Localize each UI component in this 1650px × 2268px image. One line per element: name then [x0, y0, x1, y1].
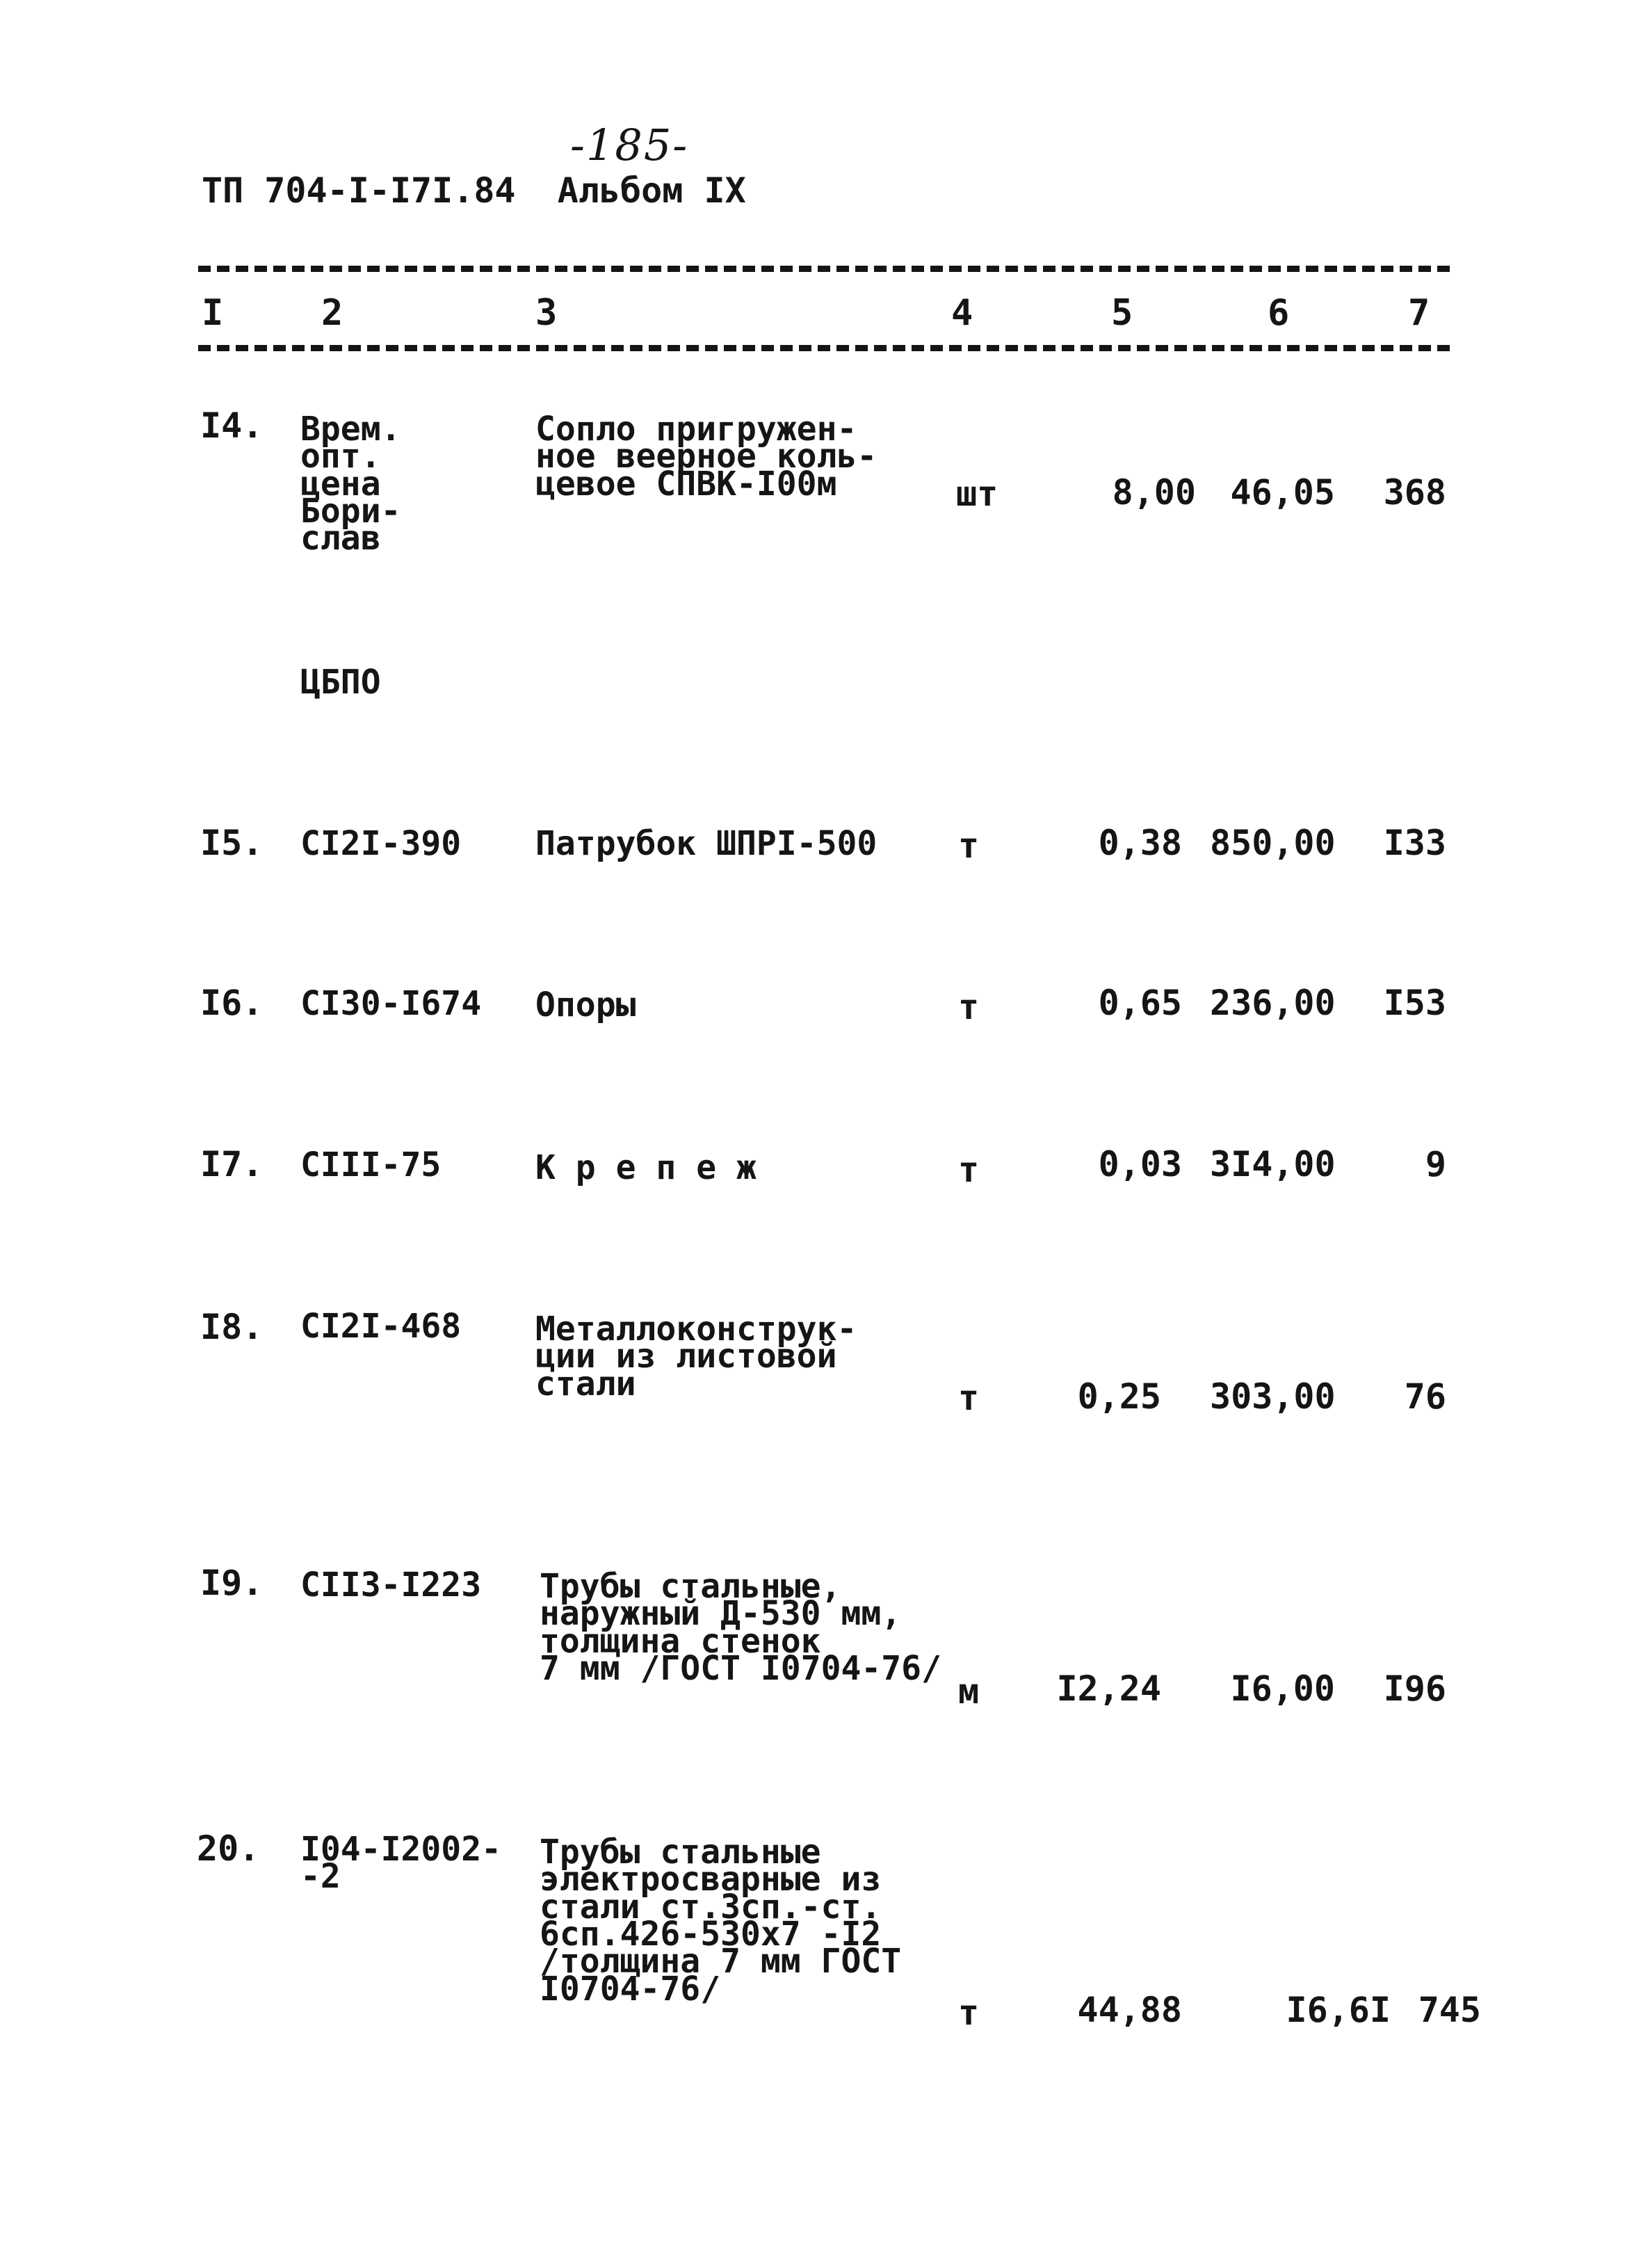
price-code: CI2I-390 [300, 824, 462, 863]
price-code: CI2I-468 [300, 1307, 462, 1346]
unit-price: 303,00 [1210, 1376, 1336, 1417]
price-code: I04-I2002- -2 [300, 1830, 501, 1897]
item-description: Металлоконструк- ции из листовой стали [535, 1310, 857, 1404]
unit: м [958, 1671, 980, 1712]
total-cost: I96 [1383, 1668, 1446, 1709]
total-cost: 745 [1418, 1990, 1481, 2030]
quantity: 44,88 [1077, 1990, 1182, 2030]
total-cost: 368 [1383, 472, 1446, 513]
table-header-bottom-rule [198, 345, 1450, 351]
quantity: I2,24 [1056, 1668, 1161, 1709]
column-number-4: 4 [951, 292, 973, 334]
quantity: 0,25 [1077, 1376, 1161, 1417]
quantity: 0,65 [1098, 983, 1182, 1023]
unit: т [958, 987, 980, 1027]
total-cost: I33 [1383, 823, 1446, 863]
total-cost: I53 [1383, 983, 1446, 1023]
item-description: Опоры [535, 986, 636, 1024]
unit: т [958, 1378, 980, 1418]
item-description: Сопло пригружен- ное веерное коль- цевое СПВК-I00м [535, 410, 877, 504]
column-number-2: 2 [321, 292, 343, 334]
column-number-5: 5 [1111, 292, 1133, 334]
column-number-6: 6 [1268, 292, 1290, 334]
unit-price: I6,6I [1286, 1990, 1391, 2030]
price-code: CIII-75 [300, 1145, 442, 1184]
item-description: Патрубок ШПРI-500 [535, 824, 877, 863]
unit: т [958, 826, 980, 866]
row-number: I8. [200, 1307, 264, 1347]
unit-price: 850,00 [1210, 823, 1336, 863]
item-description: К р е п е ж [535, 1148, 757, 1187]
price-code: Врем. опт. цена Бори- слав [300, 410, 401, 558]
unit-price: 3I4,00 [1210, 1144, 1336, 1184]
item-description: Трубы стальные электросварные из стали ст.3сп.-ст. 6сп.426-530х7 -I2 /толщина 7 мм ГОСТ I0704-76/ [540, 1833, 902, 2009]
document-header: ТП 704-I-I7I.84 Альбом IX [202, 170, 746, 211]
total-cost: 9 [1425, 1144, 1446, 1184]
row-number: I4. [200, 405, 264, 446]
row-number: I5. [200, 823, 264, 863]
unit: т [958, 1993, 980, 2033]
row-number: 20. [197, 1828, 260, 1869]
unit-price: 46,05 [1230, 472, 1335, 513]
unit-price: I6,00 [1230, 1668, 1335, 1709]
column-number-1: I [202, 292, 224, 334]
unit-price: 236,00 [1210, 983, 1336, 1023]
row-number: I6. [200, 983, 264, 1023]
quantity: 0,03 [1098, 1144, 1182, 1184]
column-number-3: 3 [535, 292, 558, 334]
row-number: I9. [200, 1563, 264, 1603]
price-code: CI30-I674 [300, 984, 482, 1023]
total-cost: 76 [1404, 1376, 1446, 1417]
price-code: CII3-I223 [300, 1566, 482, 1605]
item-description: Трубы стальные, наружный Д-530 мм, толщина стенок 7 мм /ГОСТ I0704-76/ [540, 1567, 941, 1689]
price-code-extra: ЦБПО [300, 663, 381, 702]
unit: т [958, 1150, 980, 1190]
quantity: 0,38 [1098, 823, 1182, 863]
table-header-top-rule [198, 266, 1450, 272]
row-number: I7. [200, 1144, 264, 1184]
column-number-7: 7 [1408, 292, 1430, 334]
page-number: -185- [570, 120, 689, 170]
quantity: 8,00 [1112, 472, 1196, 513]
unit: шт [956, 474, 998, 514]
